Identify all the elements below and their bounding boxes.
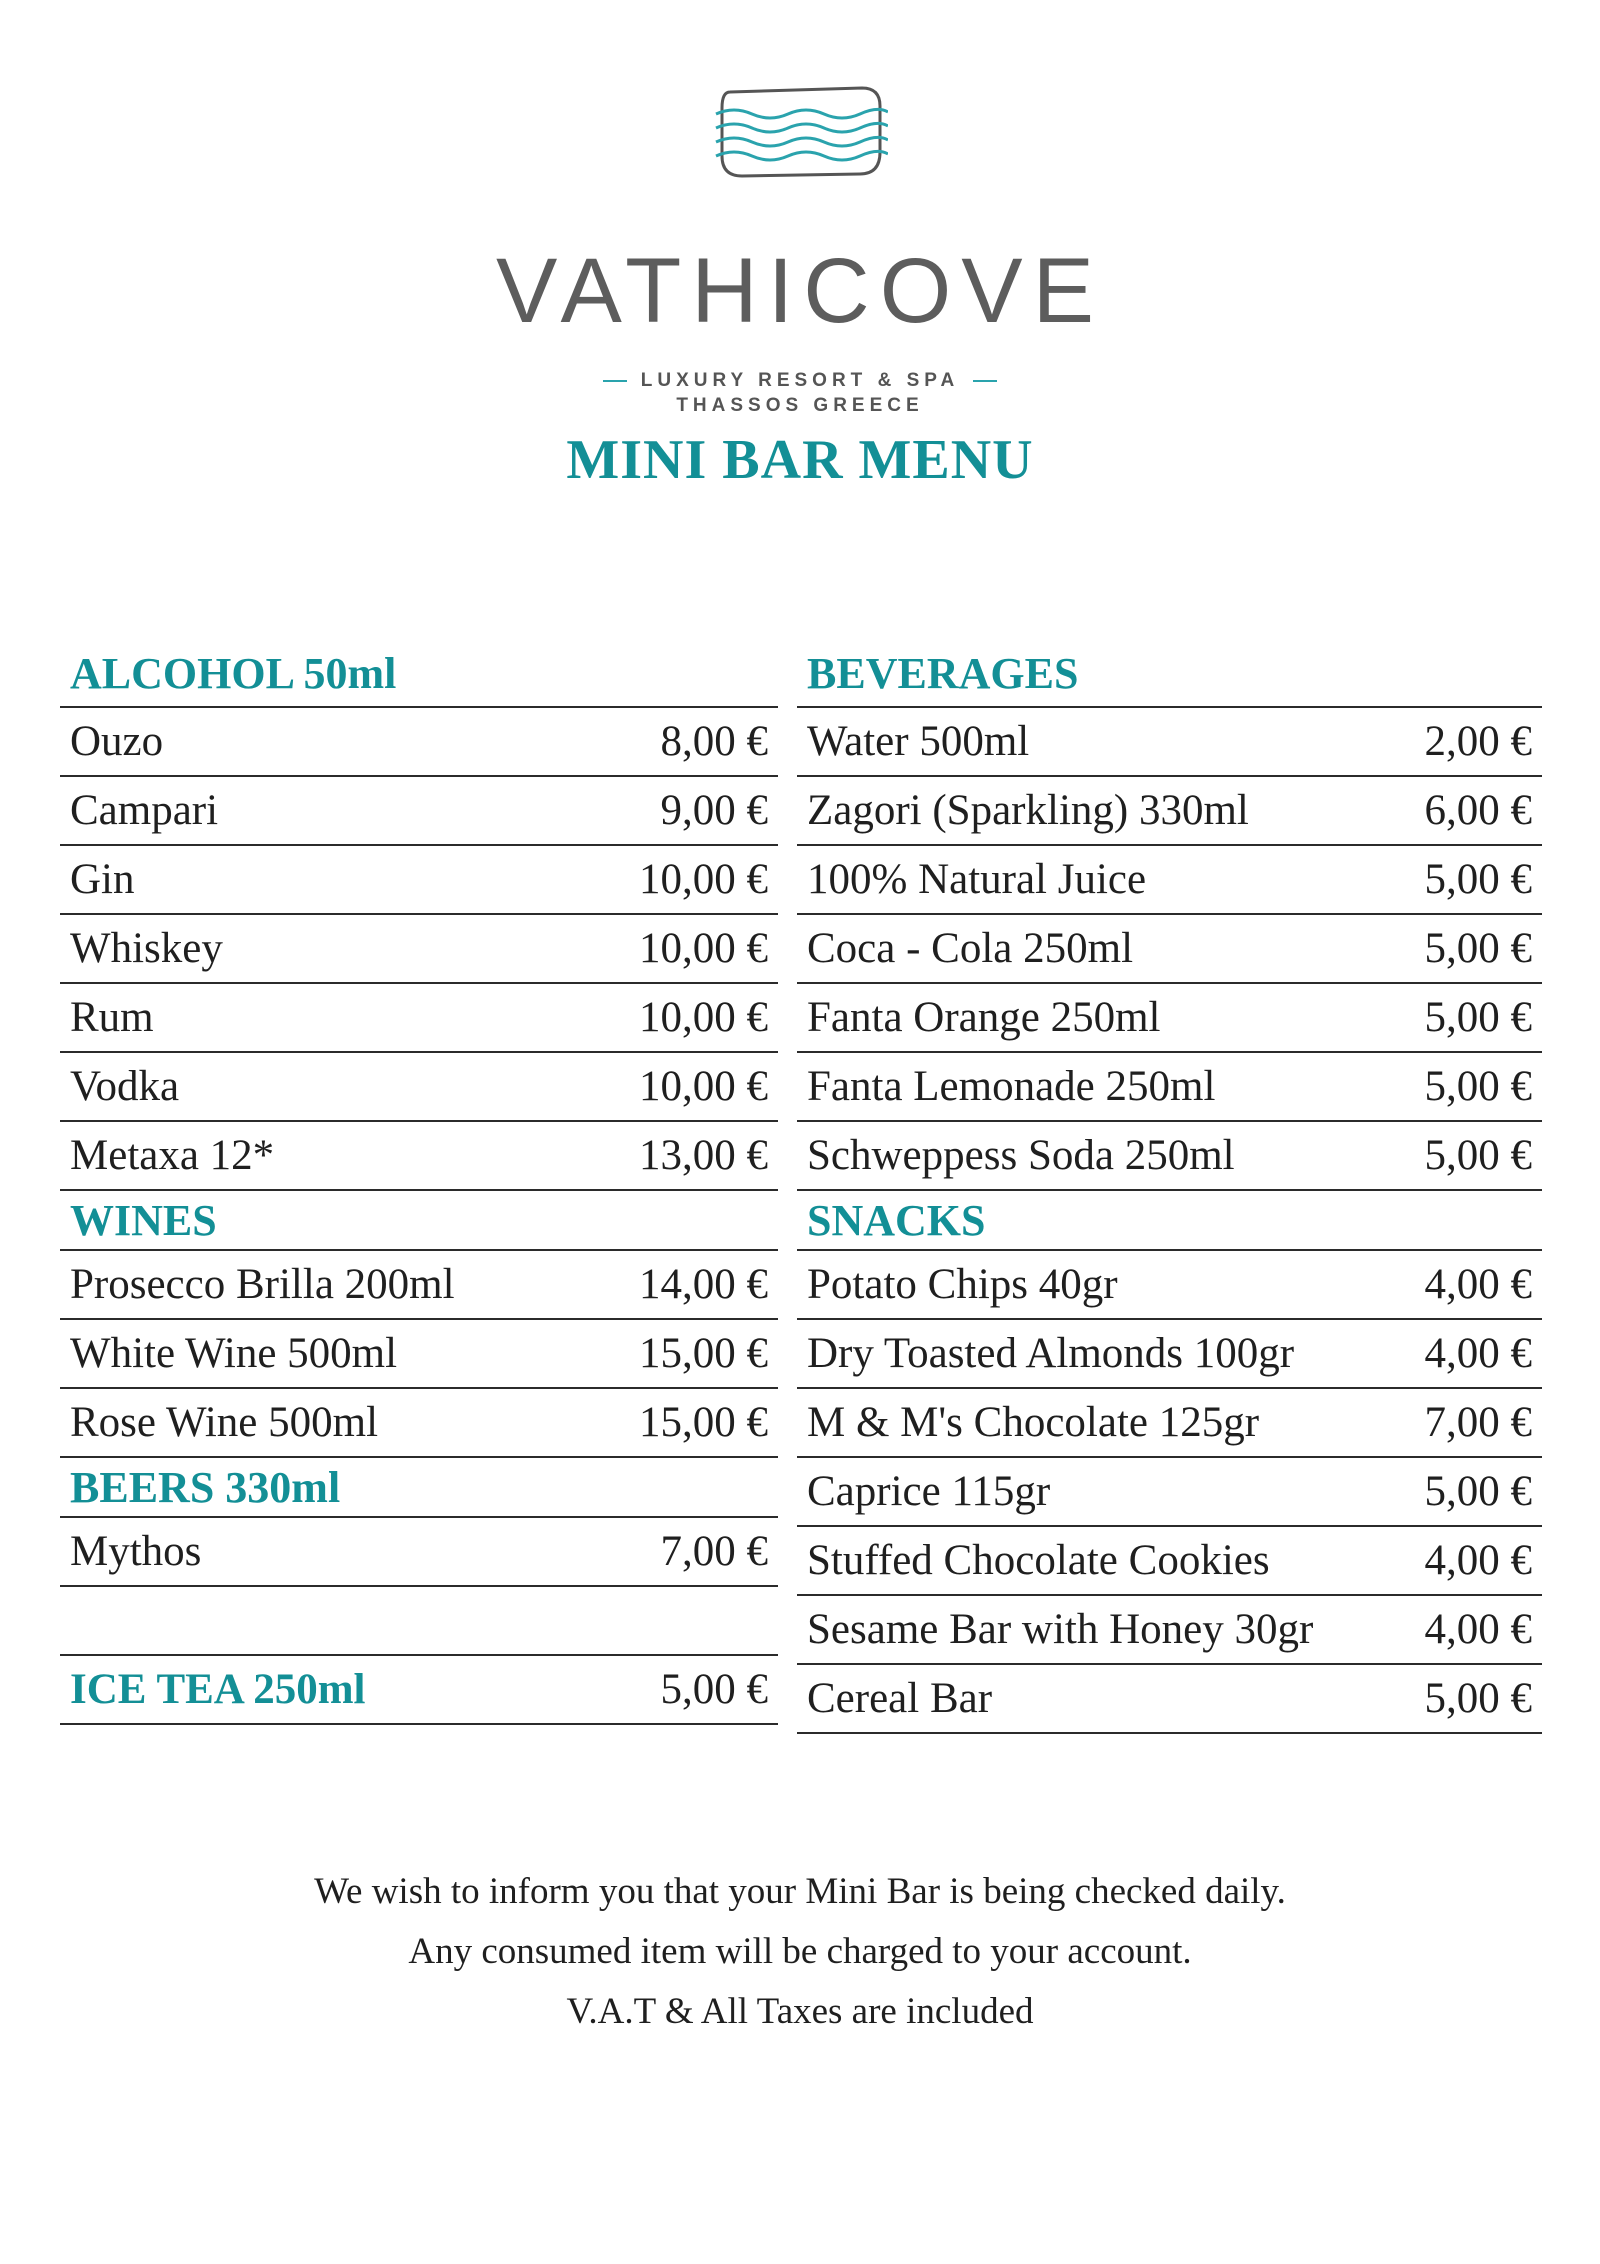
item-price: 4,00 €: [1424, 1606, 1532, 1653]
menu-row: [797, 1527, 1542, 1596]
menu-row: [60, 708, 778, 777]
item-price: 10,00 €: [639, 994, 768, 1041]
section-title-beverages: BEVERAGES: [797, 640, 1542, 708]
menu-row: [60, 1053, 778, 1122]
item-price: 10,00 €: [639, 925, 768, 972]
item-price: 5,00 €: [1424, 1132, 1532, 1179]
menu-row: [60, 777, 778, 846]
section-title-snacks: SNACKS: [797, 1191, 1542, 1251]
item-name: Fanta Lemonade 250ml: [807, 1063, 1216, 1110]
item-price: 5,00 €: [1424, 1675, 1532, 1722]
menu-row: [60, 1518, 778, 1587]
item-price: 5,00 €: [1424, 925, 1532, 972]
item-name: Metaxa 12*: [70, 1132, 275, 1179]
item-price: 4,00 €: [1424, 1261, 1532, 1308]
menu-row: [60, 1122, 778, 1191]
item-price: 5,00 €: [660, 1666, 768, 1713]
item-name: Whiskey: [70, 925, 223, 972]
menu-row: [797, 708, 1542, 777]
item-name: Zagori (Sparkling) 330ml: [807, 787, 1249, 834]
item-name: Coca - Cola 250ml: [807, 925, 1134, 972]
item-name: Campari: [70, 787, 219, 834]
item-name: Ouzo: [70, 718, 164, 765]
waves-logo-icon: [712, 82, 888, 182]
brand-line-1: LUXURY RESORT & SPA: [640, 370, 960, 391]
item-name: Schweppess Soda 250ml: [807, 1132, 1235, 1179]
item-name: Stuffed Chocolate Cookies: [807, 1537, 1270, 1584]
menu-row: [797, 1053, 1542, 1122]
item-name: Potato Chips 40gr: [807, 1261, 1118, 1308]
item-name: White Wine 500ml: [70, 1330, 398, 1377]
menu-row: [797, 1389, 1542, 1458]
menu-row: [60, 846, 778, 915]
item-price: 10,00 €: [639, 1063, 768, 1110]
item-price: 4,00 €: [1424, 1537, 1532, 1584]
item-price: 5,00 €: [1424, 994, 1532, 1041]
menu-row: [60, 915, 778, 984]
item-name: 100% Natural Juice: [807, 856, 1147, 903]
menu-row: [60, 984, 778, 1053]
menu-row: [797, 1251, 1542, 1320]
item-name: Rum: [70, 994, 154, 1041]
item-price: 8,00 €: [660, 718, 768, 765]
item-price: 7,00 €: [660, 1528, 768, 1575]
item-name: Cereal Bar: [807, 1675, 993, 1722]
resort-logo: [0, 70, 1600, 416]
item-price: 6,00 €: [1424, 787, 1532, 834]
item-name: Prosecco Brilla 200ml: [70, 1261, 455, 1308]
page-title: MINI BAR MENU: [566, 429, 1034, 491]
item-name: Caprice 115gr: [807, 1468, 1051, 1515]
footer-line-2: Any consumed item will be charged to your account.: [408, 1931, 1192, 1972]
item-price: 5,00 €: [1424, 856, 1532, 903]
brand-line-2: THASSOS GREECE: [676, 395, 924, 416]
item-price: 4,00 €: [1424, 1330, 1532, 1377]
menu-row: [60, 1320, 778, 1389]
item-price: 5,00 €: [1424, 1063, 1532, 1110]
item-price: 15,00 €: [639, 1330, 768, 1377]
brand-subtitle: [0, 370, 1600, 392]
menu-row: [797, 1458, 1542, 1527]
item-name: Gin: [70, 856, 135, 903]
item-name: Vodka: [70, 1063, 180, 1110]
menu-row: [797, 1122, 1542, 1191]
brand-name: VATHICOVE: [496, 240, 1104, 342]
menu-row: [797, 1665, 1542, 1734]
menu-row: [797, 846, 1542, 915]
item-price: 7,00 €: [1424, 1399, 1532, 1446]
dash-left: [603, 380, 627, 382]
footer-notice: [0, 1862, 1600, 2042]
item-name: M & M's Chocolate 125gr: [807, 1399, 1260, 1446]
item-name: Rose Wine 500ml: [70, 1399, 379, 1446]
item-name: Fanta Orange 250ml: [807, 994, 1161, 1041]
menu-row: [60, 1251, 778, 1320]
menu-row: [797, 984, 1542, 1053]
section-title-beers: BEERS 330ml: [60, 1458, 778, 1518]
item-price: 2,00 €: [1424, 718, 1532, 765]
item-name: ICE TEA 250ml: [70, 1666, 366, 1713]
item-price: 9,00 €: [660, 787, 768, 834]
item-price: 13,00 €: [639, 1132, 768, 1179]
item-name: Dry Toasted Almonds 100gr: [807, 1330, 1295, 1377]
footer-line-1: We wish to inform you that your Mini Bar is being checked daily.: [314, 1871, 1286, 1912]
item-price: 10,00 €: [639, 856, 768, 903]
menu-row: [797, 777, 1542, 846]
menu-row-ice-tea: [60, 1656, 778, 1725]
menu-row-empty: [60, 1587, 778, 1656]
dash-right: [973, 380, 997, 382]
item-price: 14,00 €: [639, 1261, 768, 1308]
section-title-alcohol: ALCOHOL 50ml: [60, 640, 778, 708]
left-column: [60, 640, 778, 1725]
section-title-wines: WINES: [60, 1191, 778, 1251]
item-name: Mythos: [70, 1528, 202, 1575]
item-price: 15,00 €: [639, 1399, 768, 1446]
item-price: 5,00 €: [1424, 1468, 1532, 1515]
menu-row: [797, 915, 1542, 984]
right-column: [797, 640, 1542, 1734]
menu-row: [797, 1596, 1542, 1665]
footer-line-3: V.A.T & All Taxes are included: [566, 1991, 1034, 2032]
item-name: Water 500ml: [807, 718, 1030, 765]
item-name: Sesame Bar with Honey 30gr: [807, 1606, 1314, 1653]
menu-row: [797, 1320, 1542, 1389]
menu-row: [60, 1389, 778, 1458]
